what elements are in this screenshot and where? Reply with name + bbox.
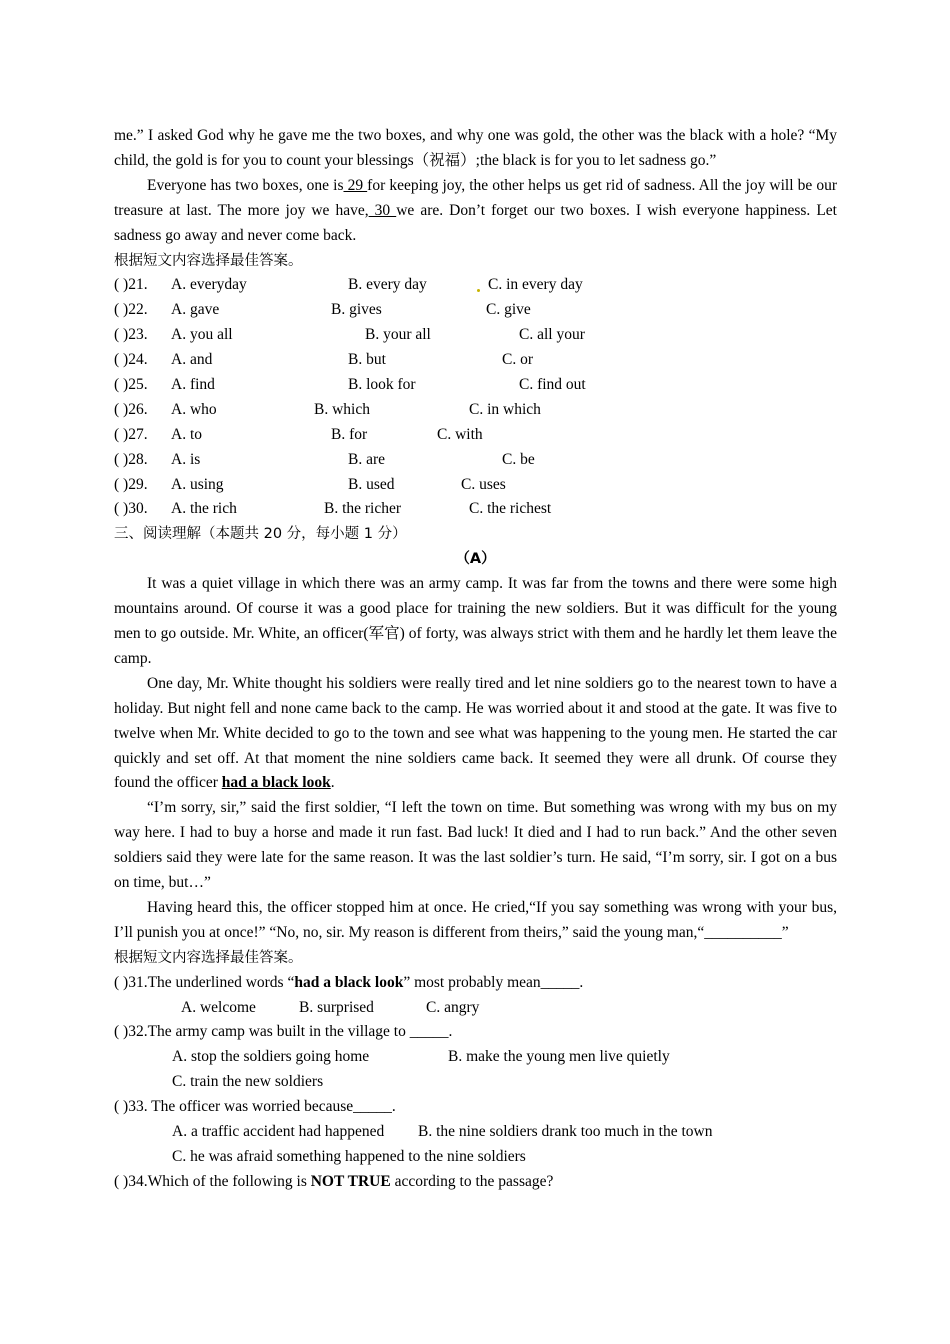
option-a: A. find (171, 376, 215, 393)
option-a: A. and (171, 351, 213, 369)
q31-text-end: ” most probably mean_____. (403, 973, 584, 991)
question-32-options-row-1 (114, 1045, 837, 1070)
question-32-options-row-2 (114, 1070, 837, 1095)
cloze-question-24 (114, 348, 837, 373)
p2-text-b: for keeping joy, the other helps us get rid of sadness. All the joy will be our treasure at last. The more joy we have, (114, 176, 837, 219)
option-b: B. the nine soldiers drank too much in the town (418, 1123, 713, 1140)
option-b: B. the richer (324, 500, 402, 518)
q34-text-end: according to the passage? (390, 1172, 554, 1190)
option-a: A. to (171, 425, 202, 443)
passage-end-paragraph-2 (114, 174, 837, 249)
option-b: B. which (314, 400, 370, 418)
option-b: B. are (348, 450, 386, 468)
question-34 (114, 1170, 837, 1195)
q34-text: ( )34.Which of the following is (114, 1172, 311, 1190)
option-b: B. look for (348, 376, 416, 393)
option-b: B. but (348, 351, 386, 369)
cloze-question-26 (114, 398, 837, 423)
option-a: A. who (171, 400, 217, 418)
option-c: C. train the new soldiers (172, 1073, 324, 1091)
reading-paragraph-3: “I’m sorry, sir,” said the first soldier, “I left the town on time. But something was wrong with my bus on my way here. I had to buy a horse and made it run fast. Bad luck! It died and I had to run back.” And the other seven soldiers said they were late for the same reason. It was the last soldier’s turn. He said, “I’m sorry, sir. I got on a bus on time, but…” (114, 799, 837, 892)
option-c: C. with (437, 425, 483, 443)
cloze-question-21 (114, 273, 837, 298)
option-b: B. surprised (299, 998, 374, 1016)
section-title: 三、阅读理解（本题共 20 分，每小题 1 分） (114, 526, 407, 543)
option-c: C. all your (519, 326, 585, 344)
question-number: ( )27. (114, 425, 148, 443)
question-number: ( )30. (114, 500, 148, 518)
scan-dot-mark (477, 289, 480, 292)
cloze-instruction: 根据短文内容选择最佳答案。 (114, 252, 303, 269)
underlined-phrase: had a black look (221, 774, 331, 792)
reading-paragraph-4: Having heard this, the officer stopped him at once. He cried,“If you say something was wrong with your bus, I’ll punish you at once!” “No, no, sir. My reason is different from theirs,” said the young man,“__________” (114, 898, 837, 941)
option-a: A. gave (171, 301, 220, 319)
para2-end: . (330, 774, 335, 792)
question-number: ( )22. (114, 301, 148, 319)
cloze-question-list (114, 273, 837, 522)
reading-paragraph-2 (114, 672, 837, 797)
option-a: A. stop the soldiers going home (172, 1048, 370, 1066)
question-33-options-row-2 (114, 1145, 837, 1170)
option-c: C. or (502, 351, 533, 369)
question-31 (114, 971, 837, 996)
question-number: ( )28. (114, 450, 148, 468)
exam-page (114, 124, 837, 1195)
option-b: B. every day (348, 276, 427, 294)
cloze-blank-30: 30 (368, 201, 397, 219)
q31-text: ( )31.The underlined words “ (114, 973, 295, 991)
passage-end-paragraph-1: me.” I asked God why he gave me the two boxes, and why one was gold, the other was the black with a hole? “My child, the gold is for you to count your blessings（祝福）;the black is for you to let sadness go.” (114, 127, 837, 169)
question-number: ( )21. (114, 276, 148, 294)
part-label: （A） (455, 551, 496, 568)
cloze-question-30 (114, 497, 837, 522)
option-c: C. uses (461, 475, 506, 493)
option-a: A. you all (171, 326, 233, 344)
option-a: A. the rich (171, 500, 237, 518)
reading-paragraph-1: It was a quiet village in which there was an army camp. It was far from the towns and there were some high mountains around. Of course it was a good place for training the new soldiers. But it was difficult for the young men to go outside. Mr. White, an officer(军官) of forty, was always strict with them and he hardly let them leave the camp. (114, 575, 837, 667)
option-b: B. gives (331, 301, 382, 319)
question-number: ( )23. (114, 326, 148, 344)
question-number: ( )29. (114, 475, 148, 493)
question-number: ( )25. (114, 376, 148, 393)
option-c: C. the richest (469, 500, 552, 518)
option-c: C. give (486, 301, 531, 319)
question-32: ( )32.The army camp was built in the village to _____. (114, 1023, 453, 1041)
option-b: B. make the young men live quietly (448, 1048, 670, 1066)
p2-text-c: we are. Don’t forget our two boxes. I wish everyone happiness. Let sadness go away and never come back. (114, 201, 837, 244)
question-33-options-row-1 (114, 1120, 837, 1145)
question-number: ( )26. (114, 400, 148, 418)
question-33: ( )33. The officer was worried because_____. (114, 1098, 396, 1116)
cloze-blank-29: 29 (343, 176, 368, 194)
option-b: B. for (331, 425, 368, 443)
cloze-question-29 (114, 473, 837, 498)
option-a: A. a traffic accident had happened (172, 1123, 385, 1140)
option-a: A. everyday (171, 276, 247, 294)
option-c: C. he was afraid something happened to the nine soldiers (172, 1147, 526, 1165)
reading-instruction: 根据短文内容选择最佳答案。 (114, 949, 303, 966)
question-number: ( )24. (114, 351, 148, 369)
question-31-options (114, 996, 837, 1021)
cloze-question-23 (114, 323, 837, 348)
option-c: C. in which (469, 400, 541, 418)
option-b: B. your all (365, 326, 431, 344)
option-b: B. used (348, 475, 395, 493)
option-c: C. find out (519, 376, 586, 393)
option-a: A. using (171, 475, 224, 493)
option-c: C. angry (426, 998, 480, 1016)
q34-bold: NOT TRUE (310, 1172, 391, 1190)
cloze-question-27 (114, 423, 837, 448)
q31-bold: had a black look (294, 973, 404, 991)
option-a: A. welcome (181, 998, 256, 1016)
cloze-question-28 (114, 448, 837, 473)
option-c: C. be (502, 450, 535, 468)
para2-text: One day, Mr. White thought his soldiers were really tired and let nine soldiers go to the nearest town to have a holiday. But night fell and none came back to the camp. He was worried about it and stood at the gate. It was five to twelve when Mr. White decided to go to the town and see what was happening to the young men. He started the car quickly and set off. At that moment the nine soldiers came back. It seemed they were all drunk. Of course they found the officer (114, 674, 837, 792)
p2-text-a: Everyone has two boxes, one is (147, 176, 344, 194)
option-a: A. is (171, 450, 201, 468)
option-c: C. in every day (488, 276, 583, 294)
cloze-question-22 (114, 298, 837, 323)
cloze-question-25 (114, 373, 837, 398)
